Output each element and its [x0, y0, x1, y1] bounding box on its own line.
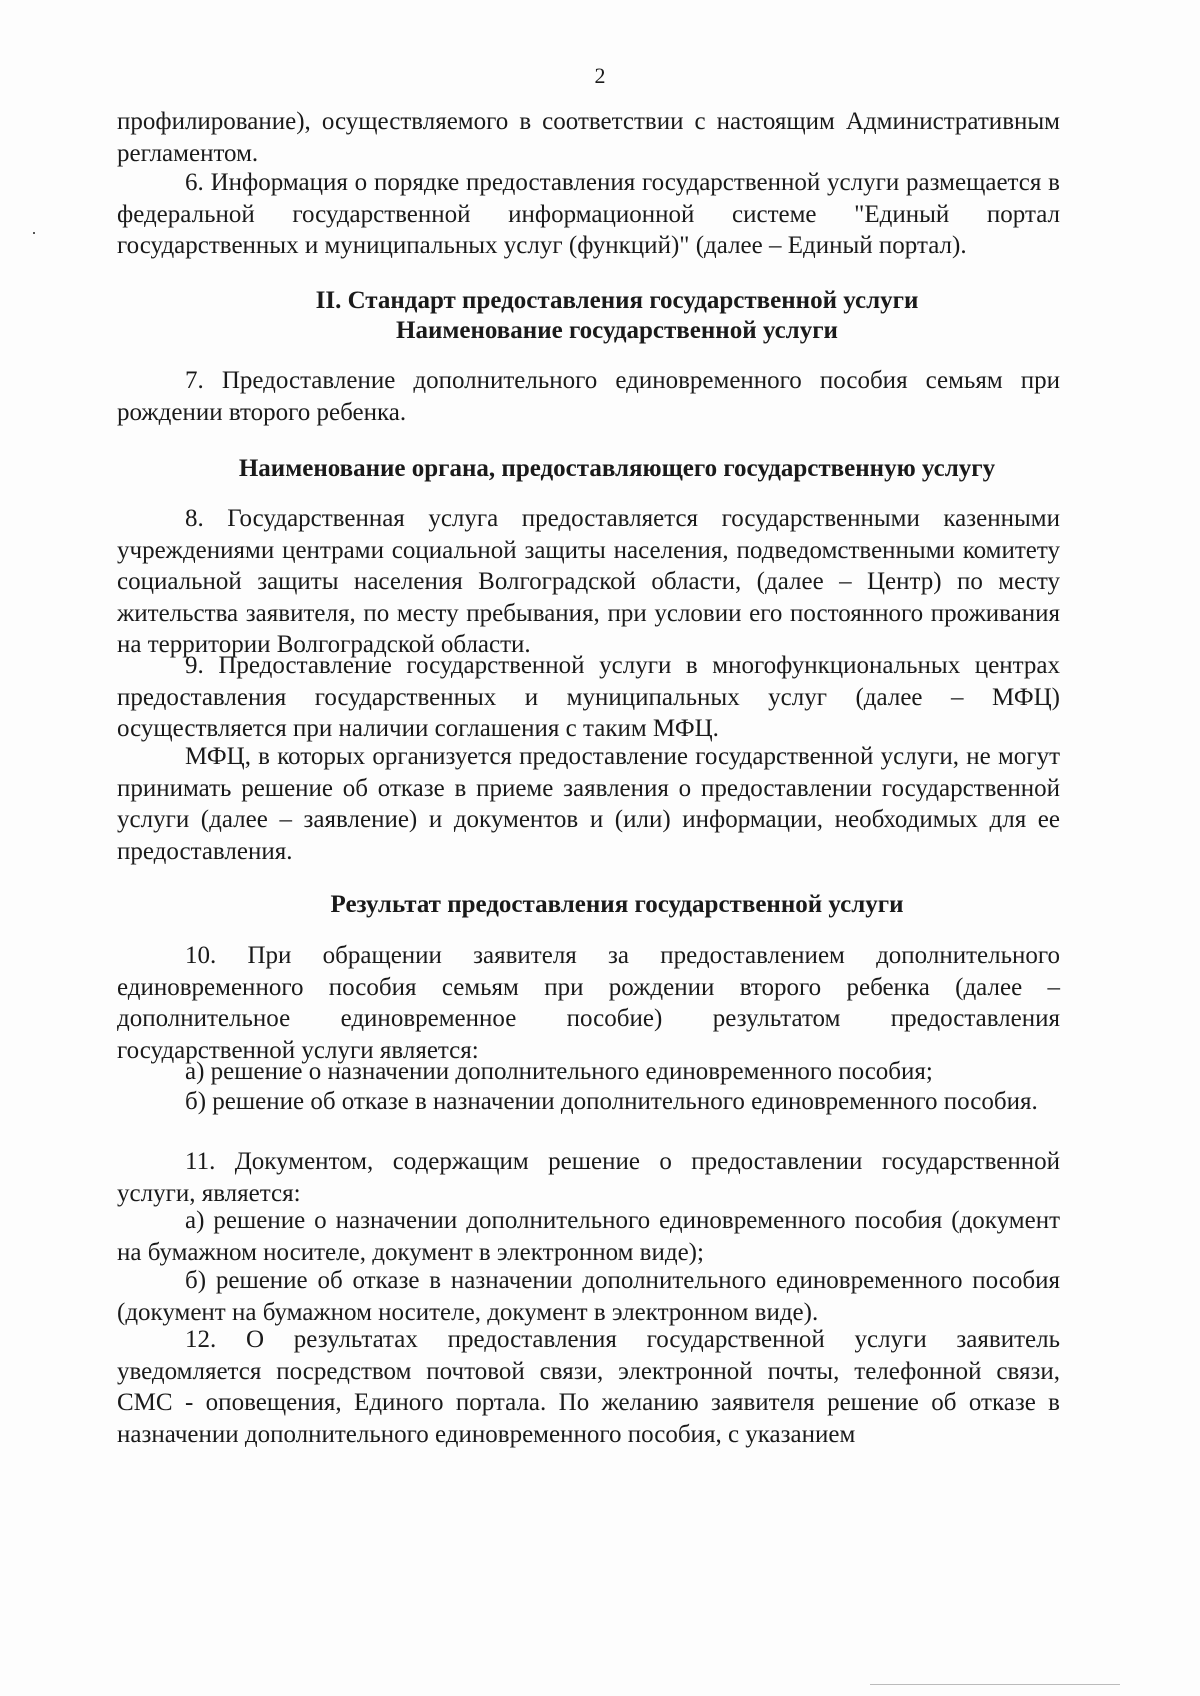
paragraph-10-b: б) решение об отказе в назначении дополнительного единовременного пособия.: [185, 1088, 1038, 1115]
paragraph-12: 12. О результатах предоставления государственной услуги заявитель уведомляется посредством почтовой связи, электронной почты, телефонной связи, СМС - оповещения, Единого портала. По желанию заявителя решение об отказе в назначении дополнительного единовременного пособия, с указанием: [117, 1326, 1060, 1448]
paragraph-9-mfc: МФЦ, в которых организуется предоставление государственной услуги, не могут принимать решение об отказе в приеме заявления о предоставлении государственной услуги (далее – заявление) и документов и (или) информации, необходимых для ее предоставления.: [117, 743, 1060, 865]
paragraph-10-a: а) решение о назначении дополнительного единовременного пособия;: [185, 1058, 933, 1085]
paragraph-10: 10. При обращении заявителя за предоставлением дополнительного единовременного пособия семьям при рождении второго ребенка (далее – дополнительное единовременное пособие) результатом предоставления государственной услуги является:: [117, 942, 1060, 1064]
paragraph-6: 6. Информация о порядке предоставления государственной услуги размещается в федеральной государственной информационной системе "Единый портал государственных и муниципальных услуг (функций)" (далее – Единый портал).: [117, 169, 1060, 260]
paragraph-11: 11. Документом, содержащим решение о предоставлении государственной услуги, является:: [117, 1148, 1060, 1207]
paragraph-9: 9. Предоставление государственной услуги в многофункциональных центрах предоставления государственных и муниципальных услуг (далее – МФЦ) осуществляется при наличии соглашения с таким МФЦ.: [117, 652, 1060, 743]
scan-artifact: [33, 232, 35, 234]
paragraph-11-a: а) решение о назначении дополнительного единовременного пособия (документ на бумажном носителе, документ в электронном виде);: [117, 1207, 1060, 1266]
scan-artifact-line: [870, 1684, 1120, 1685]
subsection-heading-organ: Наименование органа, предоставляющего государственную услугу: [238, 455, 996, 482]
paragraph-11-b: б) решение об отказе в назначении дополнительного единовременного пособия (документ на бумажном носителе, документ в электронном виде).: [117, 1267, 1060, 1326]
section-heading: II. Стандарт предоставления государственной услуги: [315, 287, 919, 314]
paragraph-8: 8. Государственная услуга предоставляется государственными казенными учреждениями центрами социальной защиты населения, подведомственными комитету социальной защиты населения Волгоградской области, (далее – Центр) по месту жительства заявителя, по месту пребывания, при условии его постоянного проживания на территории Волгоградской области.: [117, 505, 1060, 659]
paragraph-7: 7. Предоставление дополнительного единовременного пособия семьям при рождении второго ребенка.: [117, 367, 1060, 426]
subsection-heading-result: Результат предоставления государственной услуги: [330, 891, 904, 918]
subsection-heading-service-name: Наименование государственной услуги: [396, 317, 838, 344]
paragraph-continuation: профилирование), осуществляемого в соответствии с настоящим Административным регламентом.: [117, 108, 1060, 167]
page-number: 2: [594, 63, 606, 88]
